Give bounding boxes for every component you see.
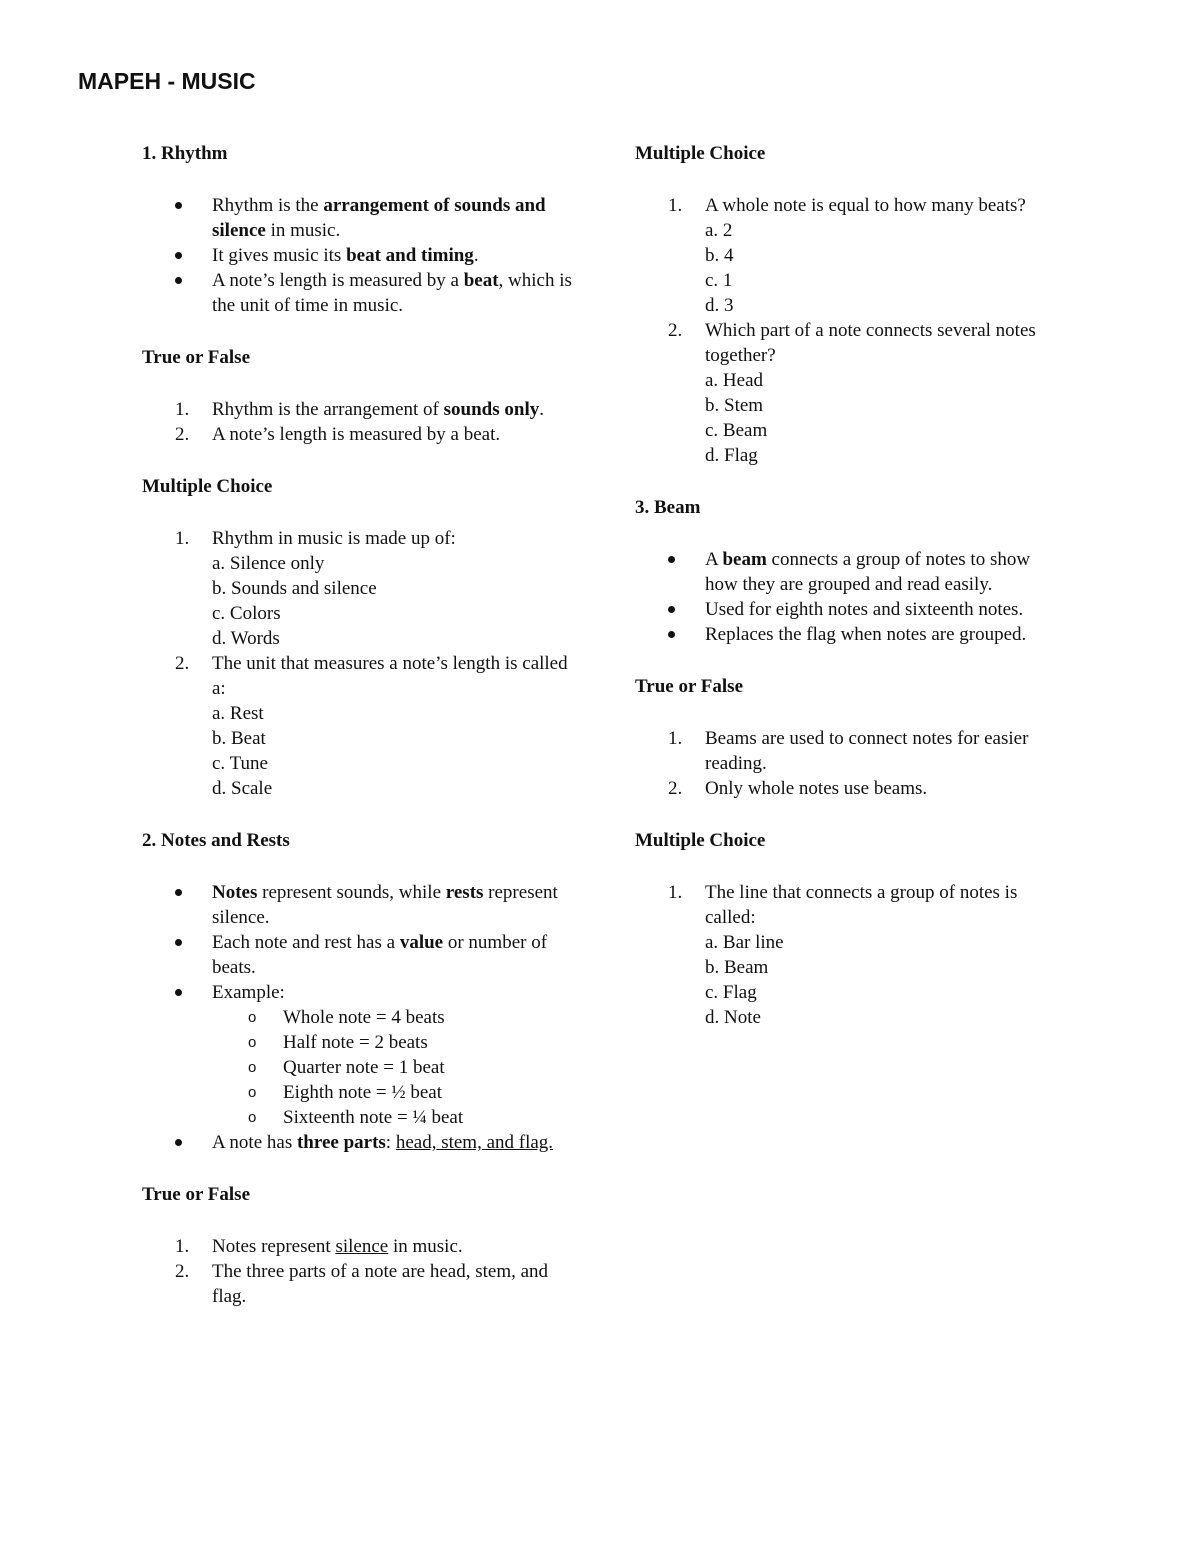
true-false-list (142, 1234, 572, 1309)
sub-item: o Half note = 2 beats (212, 1030, 572, 1055)
bullet-item: A beam connects a group of notes to show how they are grouped and read easily. (635, 547, 1055, 597)
question-item: 1. The line that connects a group of notes is called: a. Bar line b. Beam c. Flag d. Note (635, 880, 1055, 1030)
bullet-item: It gives music its beat and timing. (142, 243, 572, 268)
answer-option: a. Silence only (212, 553, 325, 574)
answer-option: d. Flag (705, 445, 758, 466)
answer-option: b. Beat (212, 728, 266, 749)
left-column (142, 141, 572, 1336)
bullet-item: A note has three parts: head, stem, and flag. (142, 1130, 572, 1155)
sub-item: o Quarter note = 1 beat (212, 1055, 572, 1080)
answer-option: c. Flag (705, 982, 757, 1003)
question-item: 2. The unit that measures a note’s length is called a: a. Rest b. Beat c. Tune d. Scale (142, 651, 572, 801)
answer-option: b. Stem (705, 395, 764, 416)
bullet-item: Example: o Whole note = 4 beats o Half note = 2 beats o Quarter note = 1 beat o Eighth note = ½ beat o Sixteenth note = ¼ beat (142, 980, 572, 1130)
answer-option: c. Colors (212, 603, 281, 624)
true-false-list (142, 397, 572, 447)
bullet-item: Rhythm is the arrangement of sounds and silence in music. (142, 193, 572, 243)
section-heading-rhythm: 1. Rhythm (142, 143, 228, 164)
section-heading-true-false: True or False (635, 676, 743, 697)
section-heading-multiple-choice: Multiple Choice (142, 476, 273, 497)
question-item: 2. Only whole notes use beams. (668, 778, 928, 799)
question-item: 2. A note’s length is measured by a beat. (175, 424, 501, 445)
answer-option: a. Bar line (705, 932, 784, 953)
answer-option: c. Tune (212, 753, 268, 774)
question-item: 1. A whole note is equal to how many beats? a. 2 b. 4 c. 1 d. 3 (635, 193, 1055, 318)
section-heading-notes-and-rests: 2. Notes and Rests (142, 830, 290, 851)
section-heading-multiple-choice: Multiple Choice (635, 830, 766, 851)
question-item: 1. Rhythm in music is made up of: a. Silence only b. Sounds and silence c. Colors d. Words (142, 526, 572, 651)
sub-item: o Eighth note = ½ beat (212, 1080, 572, 1105)
section-heading-multiple-choice: Multiple Choice (635, 143, 766, 164)
answer-option: a. 2 (705, 220, 733, 241)
section-heading-beam: 3. Beam (635, 497, 701, 518)
question-item: 2. The three parts of a note are head, stem, and flag. (175, 1261, 549, 1307)
right-column (635, 141, 1055, 1057)
true-false-list (635, 726, 1055, 801)
multiple-choice-list (142, 526, 572, 801)
bullet-item: A note’s length is measured by a beat, which is the unit of time in music. (142, 268, 572, 318)
answer-option: c. Beam (705, 420, 768, 441)
section-heading-true-false: True or False (142, 1184, 250, 1205)
question-item: 1. Rhythm is the arrangement of sounds only. (175, 399, 544, 420)
answer-option: d. 3 (705, 295, 734, 316)
bullet-item: Each note and rest has a value or number of beats. (142, 930, 572, 980)
answer-option: b. Beam (705, 957, 769, 978)
multiple-choice-list (635, 193, 1055, 468)
answer-option: a. Rest (212, 703, 264, 724)
answer-option: d. Scale (212, 778, 273, 799)
answer-option: a. Head (705, 370, 764, 391)
question-item: 1. Notes represent silence in music. (175, 1236, 463, 1257)
answer-option: d. Note (705, 1007, 761, 1028)
section-heading-true-false: True or False (142, 347, 250, 368)
question-item: 1. Beams are used to connect notes for easier reading. (668, 728, 1029, 774)
answer-option: d. Words (212, 628, 280, 649)
answer-option: b. 4 (705, 245, 734, 266)
sub-item: o Whole note = 4 beats (212, 1005, 572, 1030)
example-sublist (212, 1005, 572, 1130)
notes-bullet-list (142, 880, 572, 1155)
multiple-choice-list (635, 880, 1055, 1030)
answer-option: b. Sounds and silence (212, 578, 377, 599)
page-title: MAPEH - MUSIC (78, 68, 256, 94)
answer-option: c. 1 (705, 270, 733, 291)
beam-bullet-list (635, 547, 1055, 647)
sub-item: o Sixteenth note = ¼ beat (212, 1105, 572, 1130)
bullet-item: Notes represent sounds, while rests represent silence. (142, 880, 572, 930)
rhythm-bullet-list (142, 193, 572, 318)
bullet-item: Replaces the flag when notes are grouped. (635, 622, 1055, 647)
question-item: 2. Which part of a note connects several notes together? a. Head b. Stem c. Beam d. Flag (635, 318, 1055, 468)
bullet-item: Used for eighth notes and sixteenth notes. (635, 597, 1055, 622)
